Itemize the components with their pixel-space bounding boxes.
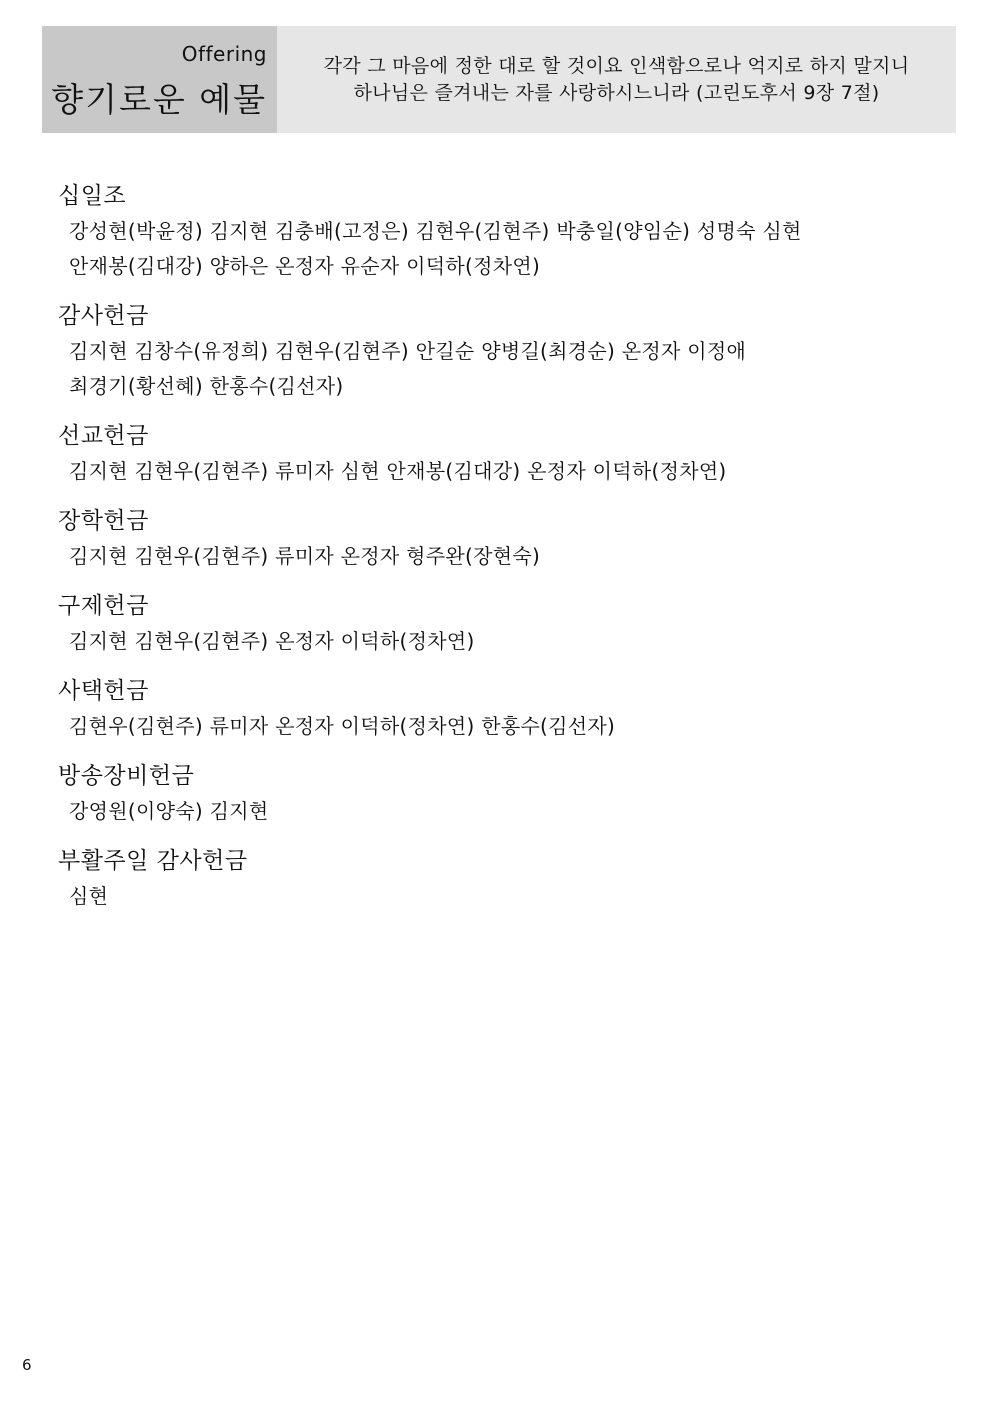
section-relief <box>58 588 938 659</box>
section-title: 구제헌금 <box>58 593 149 619</box>
section-title: 장학헌금 <box>58 508 149 534</box>
donor-line: 강영원(이양숙) 김지현 <box>69 799 269 823</box>
header-verse <box>324 53 910 107</box>
donor-line: 최경기(황선혜) 한홍수(김선자) <box>69 374 344 398</box>
donor-line: 김지현 김현우(김현주) 류미자 온정자 형주완(장현숙) <box>69 544 541 568</box>
header-title-ko: 향기로운 예물 <box>51 80 267 119</box>
section-scholarship <box>58 503 938 574</box>
section-title: 부활주일 감사헌금 <box>58 848 248 874</box>
section-mission <box>58 418 938 489</box>
offering-list <box>58 178 938 928</box>
donor-line: 김지현 김현우(김현주) 온정자 이덕하(정차연) <box>69 629 475 653</box>
header-verse-box <box>277 26 956 133</box>
verse-line-1: 각각 그 마음에 정한 대로 할 것이요 인색함으로나 억지로 하지 말지니 <box>323 54 910 77</box>
offering-header <box>42 26 956 133</box>
section-easter-thanksgiving <box>58 843 938 914</box>
section-broadcast-equipment <box>58 758 938 829</box>
donor-line: 심현 <box>69 884 109 908</box>
donor-line: 안재봉(김대강) 양하은 온정자 유순자 이덕하(정차연) <box>69 254 541 278</box>
header-title-box <box>42 26 277 133</box>
donor-line: 김지현 김창수(유정희) 김현우(김현주) 안길순 양병길(최경순) 온정자 이정애 <box>69 339 747 363</box>
section-thanksgiving <box>58 298 938 404</box>
donor-line: 김지현 김현우(김현주) 류미자 심현 안재봉(김대강) 온정자 이덕하(정차연) <box>69 459 727 483</box>
section-tithe <box>58 178 938 284</box>
donor-line: 김현우(김현주) 류미자 온정자 이덕하(정차연) 한홍수(김선자) <box>69 714 616 738</box>
section-title: 사택헌금 <box>58 678 149 704</box>
section-title: 십일조 <box>58 183 127 209</box>
section-title: 방송장비헌금 <box>58 763 195 789</box>
section-title: 감사헌금 <box>58 303 149 329</box>
donor-line: 강성현(박윤정) 김지현 김충배(고정은) 김현우(김현주) 박충일(양임순) 성명숙 심현 <box>69 219 802 243</box>
section-title: 선교헌금 <box>58 423 149 449</box>
header-title-en: Offering <box>181 42 267 66</box>
section-parsonage <box>58 673 938 744</box>
page-number: 6 <box>22 1356 32 1374</box>
verse-line-2: 하나님은 즐겨내는 자를 사랑하시느니라 (고린도후서 9장 7절) <box>353 81 880 104</box>
